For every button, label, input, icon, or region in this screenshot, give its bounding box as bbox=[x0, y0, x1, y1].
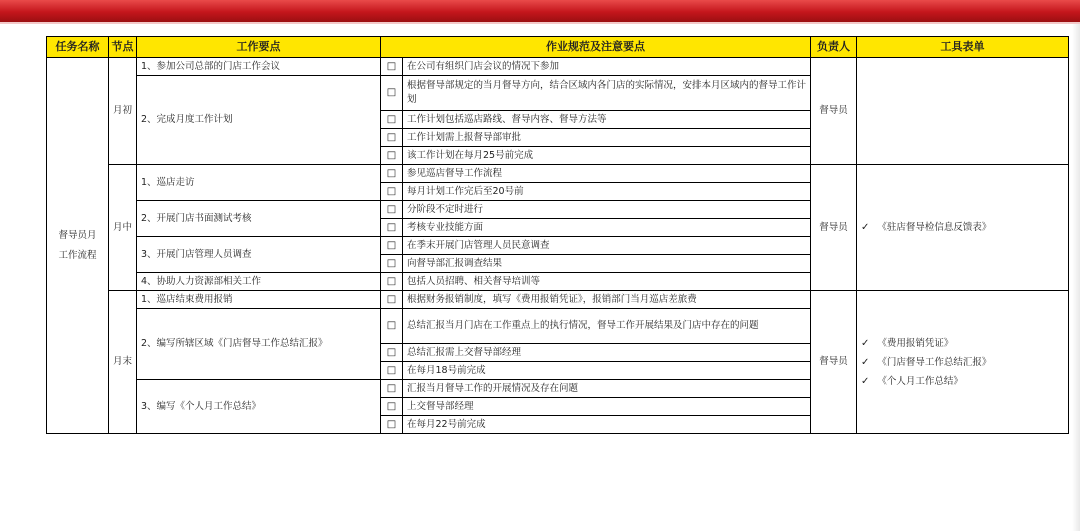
checkbox-icon: □ bbox=[381, 58, 403, 76]
tools-cell bbox=[857, 165, 1069, 291]
tool-label: 《驻店督导检信息反馈表》 bbox=[877, 222, 992, 233]
table-row bbox=[47, 58, 1069, 76]
spec-item: 该工作计划在每月25号前完成 bbox=[403, 147, 811, 165]
checkbox-icon: □ bbox=[381, 183, 403, 201]
checkbox-icon: □ bbox=[381, 362, 403, 380]
point-item: 1、巡店结束费用报销 bbox=[137, 291, 381, 309]
task-name-line: 工作流程 bbox=[58, 249, 97, 261]
workflow-table bbox=[46, 36, 1069, 434]
checkbox-icon: □ bbox=[381, 255, 403, 273]
point-item: 2、完成月度工作计划 bbox=[137, 76, 381, 165]
tool-label: 《门店督导工作总结汇报》 bbox=[877, 356, 992, 368]
checkbox-icon: □ bbox=[381, 273, 403, 291]
header-owner: 负责人 bbox=[811, 37, 857, 58]
spec-item: 工作计划需上报督导部审批 bbox=[403, 129, 811, 147]
task-name-cell bbox=[47, 58, 109, 434]
checkbox-icon: □ bbox=[381, 237, 403, 255]
point-item: 4、协助人力资源部相关工作 bbox=[137, 273, 381, 291]
checkbox-icon: □ bbox=[381, 76, 403, 111]
checkbox-icon: □ bbox=[381, 309, 403, 344]
checkbox-icon: □ bbox=[381, 344, 403, 362]
tool-item bbox=[861, 334, 1064, 353]
checkbox-icon: □ bbox=[381, 111, 403, 129]
checkbox-icon: □ bbox=[381, 147, 403, 165]
spec-item: 参见巡店督导工作流程 bbox=[403, 165, 811, 183]
table-row bbox=[47, 291, 1069, 309]
node-label: 月末 bbox=[109, 291, 137, 434]
checkbox-icon: □ bbox=[381, 380, 403, 398]
spec-item: 汇报当月督导工作的开展情况及存在问题 bbox=[403, 380, 811, 398]
tools-cell bbox=[857, 291, 1069, 434]
point-item: 3、编写《个人月工作总结》 bbox=[137, 380, 381, 434]
point-item: 1、巡店走访 bbox=[137, 165, 381, 201]
spec-item: 向督导部汇报调查结果 bbox=[403, 255, 811, 273]
spec-item: 考核专业技能方面 bbox=[403, 219, 811, 237]
owner-cell: 督导员 bbox=[811, 58, 857, 165]
tool-label: 《费用报销凭证》 bbox=[877, 337, 954, 349]
spec-item: 在每月22号前完成 bbox=[403, 416, 811, 434]
header-task: 任务名称 bbox=[47, 37, 109, 58]
top-banner bbox=[0, 0, 1080, 22]
owner-cell: 督导员 bbox=[811, 165, 857, 291]
checkbox-icon: □ bbox=[381, 129, 403, 147]
spec-item: 分阶段不定时进行 bbox=[403, 201, 811, 219]
checkbox-icon: □ bbox=[381, 291, 403, 309]
spec-item: 根据财务报销制度，填写《费用报销凭证》，报销部门当月巡店差旅费 bbox=[403, 291, 811, 309]
spec-item: 工作计划包括巡店路线、督导内容、督导方法等 bbox=[403, 111, 811, 129]
tool-item bbox=[861, 372, 1064, 391]
checkbox-icon: □ bbox=[381, 416, 403, 434]
point-item: 3、开展门店管理人员调查 bbox=[137, 237, 381, 273]
header-points: 工作要点 bbox=[137, 37, 381, 58]
header-spec: 作业规范及注意要点 bbox=[381, 37, 811, 58]
header-node: 节点 bbox=[109, 37, 137, 58]
checkbox-icon: □ bbox=[381, 219, 403, 237]
spec-item: 上交督导部经理 bbox=[403, 398, 811, 416]
checkbox-icon: □ bbox=[381, 165, 403, 183]
page-edge-shadow bbox=[1072, 24, 1080, 531]
tool-item bbox=[861, 353, 1064, 372]
check-icon: ✓ bbox=[861, 337, 870, 349]
point-item: 2、开展门店书面测试考核 bbox=[137, 201, 381, 237]
banner-divider bbox=[0, 22, 1080, 24]
header-tools: 工具表单 bbox=[857, 37, 1069, 58]
node-label: 月中 bbox=[109, 165, 137, 291]
check-icon: ✓ bbox=[861, 375, 870, 387]
checkbox-icon: □ bbox=[381, 201, 403, 219]
spec-item: 根据督导部规定的当月督导方向，结合区域内各门店的实际情况，安排本月区域内的督导工作计划 bbox=[403, 76, 811, 111]
checkbox-icon: □ bbox=[381, 398, 403, 416]
spec-item: 每月计划工作完后至20号前 bbox=[403, 183, 811, 201]
point-item: 1、参加公司总部的门店工作会议 bbox=[137, 58, 381, 76]
header-row bbox=[47, 37, 1069, 58]
point-item: 2、编写所辖区域《门店督导工作总结汇报》 bbox=[137, 309, 381, 380]
task-name-line: 督导员月 bbox=[58, 229, 97, 241]
check-icon: ✓ bbox=[861, 356, 870, 368]
spec-item: 总结汇报需上交督导部经理 bbox=[403, 344, 811, 362]
spec-item: 在季末开展门店管理人员民意调查 bbox=[403, 237, 811, 255]
check-icon: ✓ bbox=[861, 222, 870, 233]
spec-item: 在每月18号前完成 bbox=[403, 362, 811, 380]
tool-label: 《个人月工作总结》 bbox=[877, 375, 963, 387]
spec-item: 包括人员招聘、相关督导培训等 bbox=[403, 273, 811, 291]
tool-item bbox=[861, 218, 1064, 237]
node-label: 月初 bbox=[109, 58, 137, 165]
spec-item: 在公司有组织门店会议的情况下参加 bbox=[403, 58, 811, 76]
table-row bbox=[47, 165, 1069, 183]
tools-cell bbox=[857, 58, 1069, 165]
spec-item: 总结汇报当月门店在工作重点上的执行情况，督导工作开展结果及门店中存在的问题 bbox=[403, 309, 811, 344]
owner-cell: 督导员 bbox=[811, 291, 857, 434]
